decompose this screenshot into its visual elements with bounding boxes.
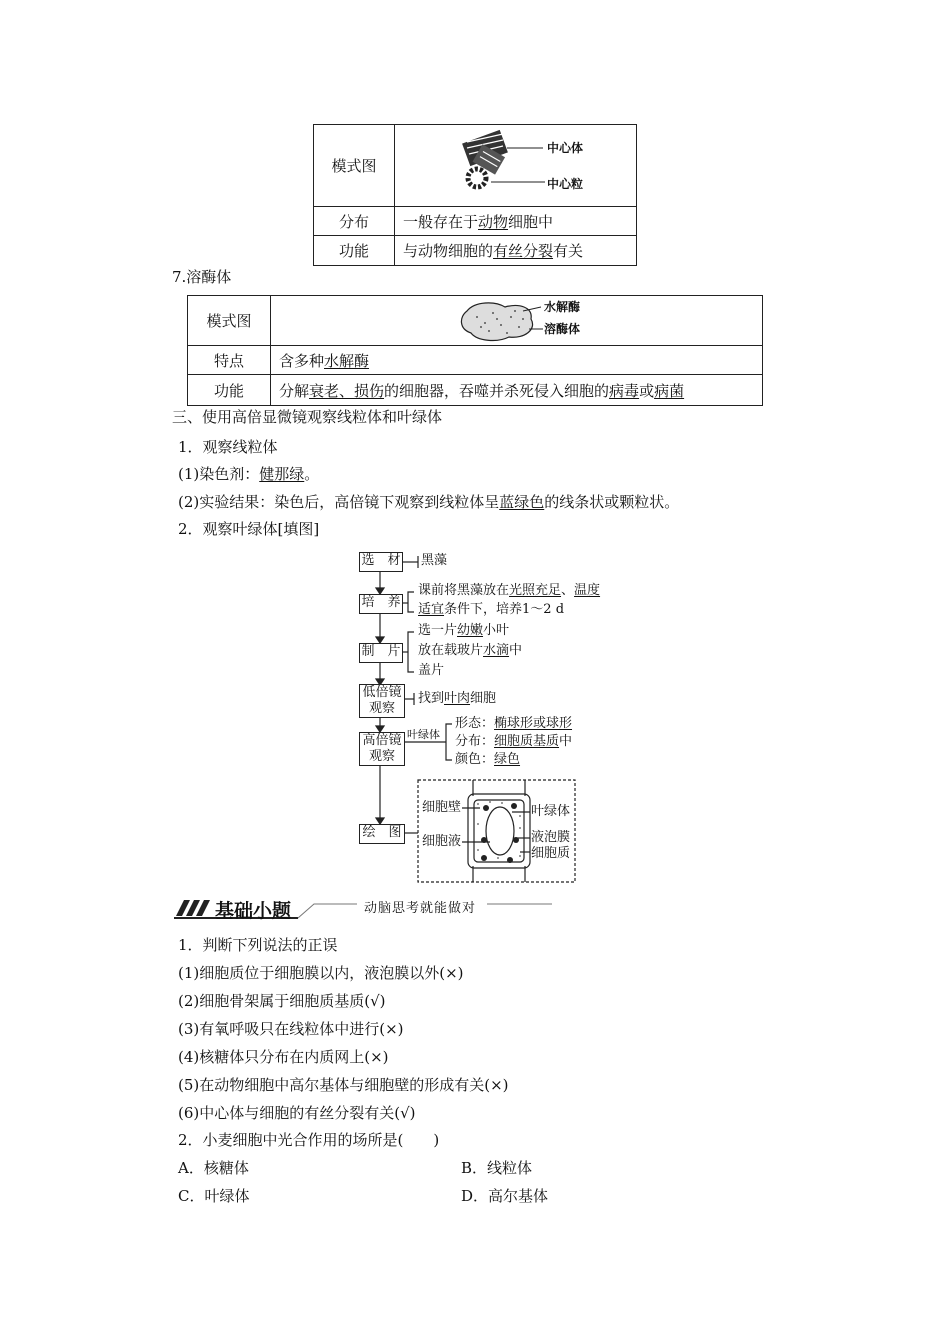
option-d: D．高尔基体: [461, 1187, 549, 1205]
chloroplast-label: 叶绿体: [531, 804, 571, 819]
centriole-label: 中心粒: [547, 177, 584, 191]
step-text: 形态：椭球形或球形: [455, 716, 573, 731]
step-text: 课前将黑藻放在光照充足、温度: [418, 583, 601, 598]
step-text: 分布：细胞质基质中: [455, 734, 573, 749]
stain-line: (1)染色剂：健那绿。: [178, 465, 320, 483]
function-cell: 分解衰老、损伤的细胞器，吞噬并杀死侵入细胞的病毒或病菌: [271, 375, 763, 406]
step-make-slide: 制 片: [359, 643, 403, 663]
row-label: 功能: [188, 375, 271, 406]
row-label: 功能: [314, 236, 395, 266]
feature-cell: 含多种水解酶: [271, 346, 763, 375]
option-c: C．叶绿体: [178, 1187, 250, 1205]
step-text: 找到叶肉细胞: [418, 691, 497, 706]
judgment-item: (5)在动物细胞中高尔基体与细胞壁的形成有关(×): [178, 1076, 509, 1094]
lysosome-label: 溶酶体: [544, 322, 581, 336]
step-text: 颜色：绿色: [455, 752, 521, 767]
judgment-item: (3)有氧呼吸只在线粒体中进行(×): [178, 1020, 404, 1038]
step-high-power: 高倍镜 观察: [359, 732, 405, 766]
section-heading: 三、使用高倍显微镜观察线粒体和叶绿体: [172, 408, 443, 426]
row-label: 模式图: [314, 125, 395, 207]
distribution-cell: 一般存在于动物细胞中: [395, 207, 637, 236]
row-label: 特点: [188, 346, 271, 375]
judgment-item: (1)细胞质位于细胞膜以内，液泡膜以外(×): [178, 964, 464, 982]
hydrolase-label: 水解酶: [544, 300, 581, 314]
step-text: 适宜条件下，培养1～2 d: [418, 602, 565, 617]
step-culture: 培 养: [359, 594, 403, 614]
question-title: 1．判断下列说法的正误: [178, 936, 338, 954]
step-text: 放在载玻片水滴中: [418, 643, 523, 658]
banner-title: 基础小题: [215, 900, 292, 922]
tonoplast-label: 液泡膜: [531, 830, 571, 845]
option-a: A．核糖体: [178, 1159, 249, 1177]
centrosome-label: 中心体: [547, 141, 584, 155]
cytoplasm-label: 细胞质: [531, 846, 571, 861]
subheading: 2．观察叶绿体[填图]: [178, 520, 320, 538]
step-text: 选一片幼嫩小叶: [418, 623, 510, 638]
option-b: B．线粒体: [461, 1159, 533, 1177]
step-drawing: 绘 图: [359, 824, 405, 844]
lysosome-heading: 7.溶酶体: [172, 268, 232, 286]
cell-wall-label: 细胞壁: [422, 800, 462, 815]
step-text: 黑藻: [421, 553, 448, 568]
chloroplast-tag: 叶绿体: [407, 728, 440, 741]
row-label: 模式图: [188, 296, 271, 346]
row-label: 分布: [314, 207, 395, 236]
step-low-power: 低倍镜 观察: [359, 684, 405, 718]
subheading: 1．观察线粒体: [178, 438, 278, 456]
step-select-material: 选 材: [359, 552, 403, 572]
judgment-item: (4)核糖体只分布在内质网上(×): [178, 1048, 389, 1066]
result-line: (2)实验结果：染色后，高倍镜下观察到线粒体呈蓝绿色的线条状或颗粒状。: [178, 493, 680, 511]
judgment-item: (2)细胞骨架属于细胞质基质(√): [178, 992, 386, 1010]
cell-sap-label: 细胞液: [422, 834, 462, 849]
step-text: 盖片: [418, 663, 445, 678]
function-cell: 与动物细胞的有丝分裂有关: [395, 236, 637, 266]
banner-subtitle: 动脑思考就能做对: [364, 901, 477, 916]
question-title: 2．小麦细胞中光合作用的场所是( ): [178, 1131, 440, 1149]
judgment-item: (6)中心体与细胞的有丝分裂有关(√): [178, 1104, 416, 1122]
